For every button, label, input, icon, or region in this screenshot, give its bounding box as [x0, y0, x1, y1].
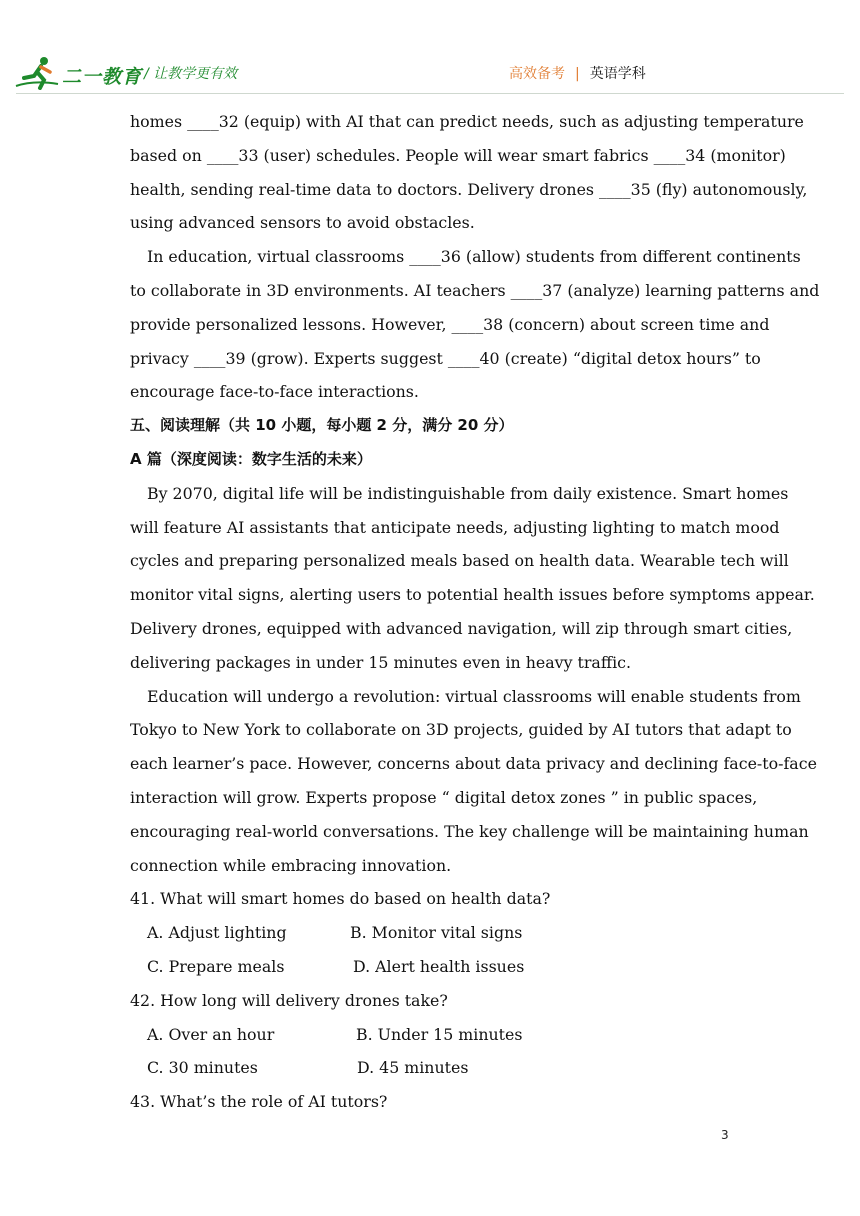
page-number: 3	[721, 1128, 729, 1142]
passage-line: By 2070, digital life will be indistinguishable from daily existence. Smart homes	[147, 483, 789, 503]
passage-line: Tokyo to New York to collaborate on 3D projects, guided by AI tutors that adapt to	[130, 720, 792, 740]
passage-line: will feature AI assistants that anticipate needs, adjusting lighting to match mood	[130, 517, 780, 537]
option-c: C. Prepare meals	[147, 956, 285, 976]
passage-line: cycles and preparing personalized meals based on health data. Wearable tech will	[130, 551, 789, 571]
cloze-line: health, sending real-time data to doctors. Delivery drones ____35 (fly) autonomously,	[130, 179, 808, 199]
option-a: A. Adjust lighting	[147, 923, 287, 943]
cloze-line: privacy ____39 (grow). Experts suggest ____40 (create) “digital detox hours” to	[130, 348, 761, 368]
cloze-line: provide personalized lessons. However, ____38 (concern) about screen time and	[130, 314, 770, 334]
document-body	[130, 105, 820, 1119]
runner-logo-icon	[14, 56, 62, 90]
question-stem: 43. What’s the role of AI tutors?	[130, 1092, 388, 1112]
question-options	[130, 1018, 732, 1052]
brand-logo	[14, 56, 143, 90]
question-options	[130, 916, 732, 950]
passage-title: A 篇（深度阅读：数字生活的未来）	[130, 449, 372, 468]
logo-text: 二一教育	[62, 66, 143, 88]
header-slogan: / 让教学更有效	[144, 66, 238, 82]
passage-line: encouraging real-world conversations. The key challenge will be maintaining human	[130, 821, 809, 841]
header-divider	[16, 93, 844, 94]
header-separator: |	[575, 66, 580, 82]
cloze-line: based on ____33 (user) schedules. People will wear smart fabrics ____34 (monitor)	[130, 145, 786, 165]
header-exam-label: 高效备考	[509, 66, 565, 82]
option-b: B. Monitor vital signs	[350, 923, 523, 943]
question-options	[130, 1051, 732, 1085]
passage-line: Education will undergo a revolution: virtual classrooms will enable students from	[147, 686, 801, 706]
passage-line: interaction will grow. Experts propose “ digital detox zones ” in public spaces,	[130, 787, 758, 807]
passage-line: monitor vital signs, alerting users to potential health issues before symptoms appear.	[130, 585, 815, 605]
passage-line: delivering packages in under 15 minutes even in heavy traffic.	[130, 652, 631, 672]
question-stem: 41. What will smart homes do based on health data?	[130, 889, 551, 909]
option-d: D. 45 minutes	[357, 1058, 469, 1078]
cloze-line: homes ____32 (equip) with AI that can predict needs, such as adjusting temperature	[130, 112, 804, 131]
cloze-line: to collaborate in 3D environments. AI teachers ____37 (analyze) learning patterns and	[130, 280, 820, 300]
header-subject-label: 英语学科	[589, 66, 646, 82]
header-subject	[509, 63, 646, 83]
passage-line: each learner’s pace. However, concerns about data privacy and declining face-to-face	[130, 754, 817, 774]
option-a: A. Over an hour	[147, 1024, 275, 1044]
cloze-line: encourage face-to-face interactions.	[130, 382, 419, 402]
question-options	[130, 950, 732, 984]
option-c: C. 30 minutes	[147, 1058, 258, 1078]
cloze-line: using advanced sensors to avoid obstacles.	[130, 213, 475, 233]
option-b: B. Under 15 minutes	[356, 1024, 523, 1044]
page-header	[0, 0, 860, 100]
section-title: 五、阅读理解（共 10 小题，每小题 2 分，满分 20 分）	[130, 416, 514, 435]
passage-line: Delivery drones, equipped with advanced navigation, will zip through smart cities,	[130, 618, 793, 638]
passage-line: connection while embracing innovation.	[130, 855, 452, 875]
cloze-line: In education, virtual classrooms ____36 (allow) students from different continents	[147, 247, 801, 267]
question-stem: 42. How long will delivery drones take?	[130, 990, 448, 1010]
option-d: D. Alert health issues	[353, 956, 525, 976]
